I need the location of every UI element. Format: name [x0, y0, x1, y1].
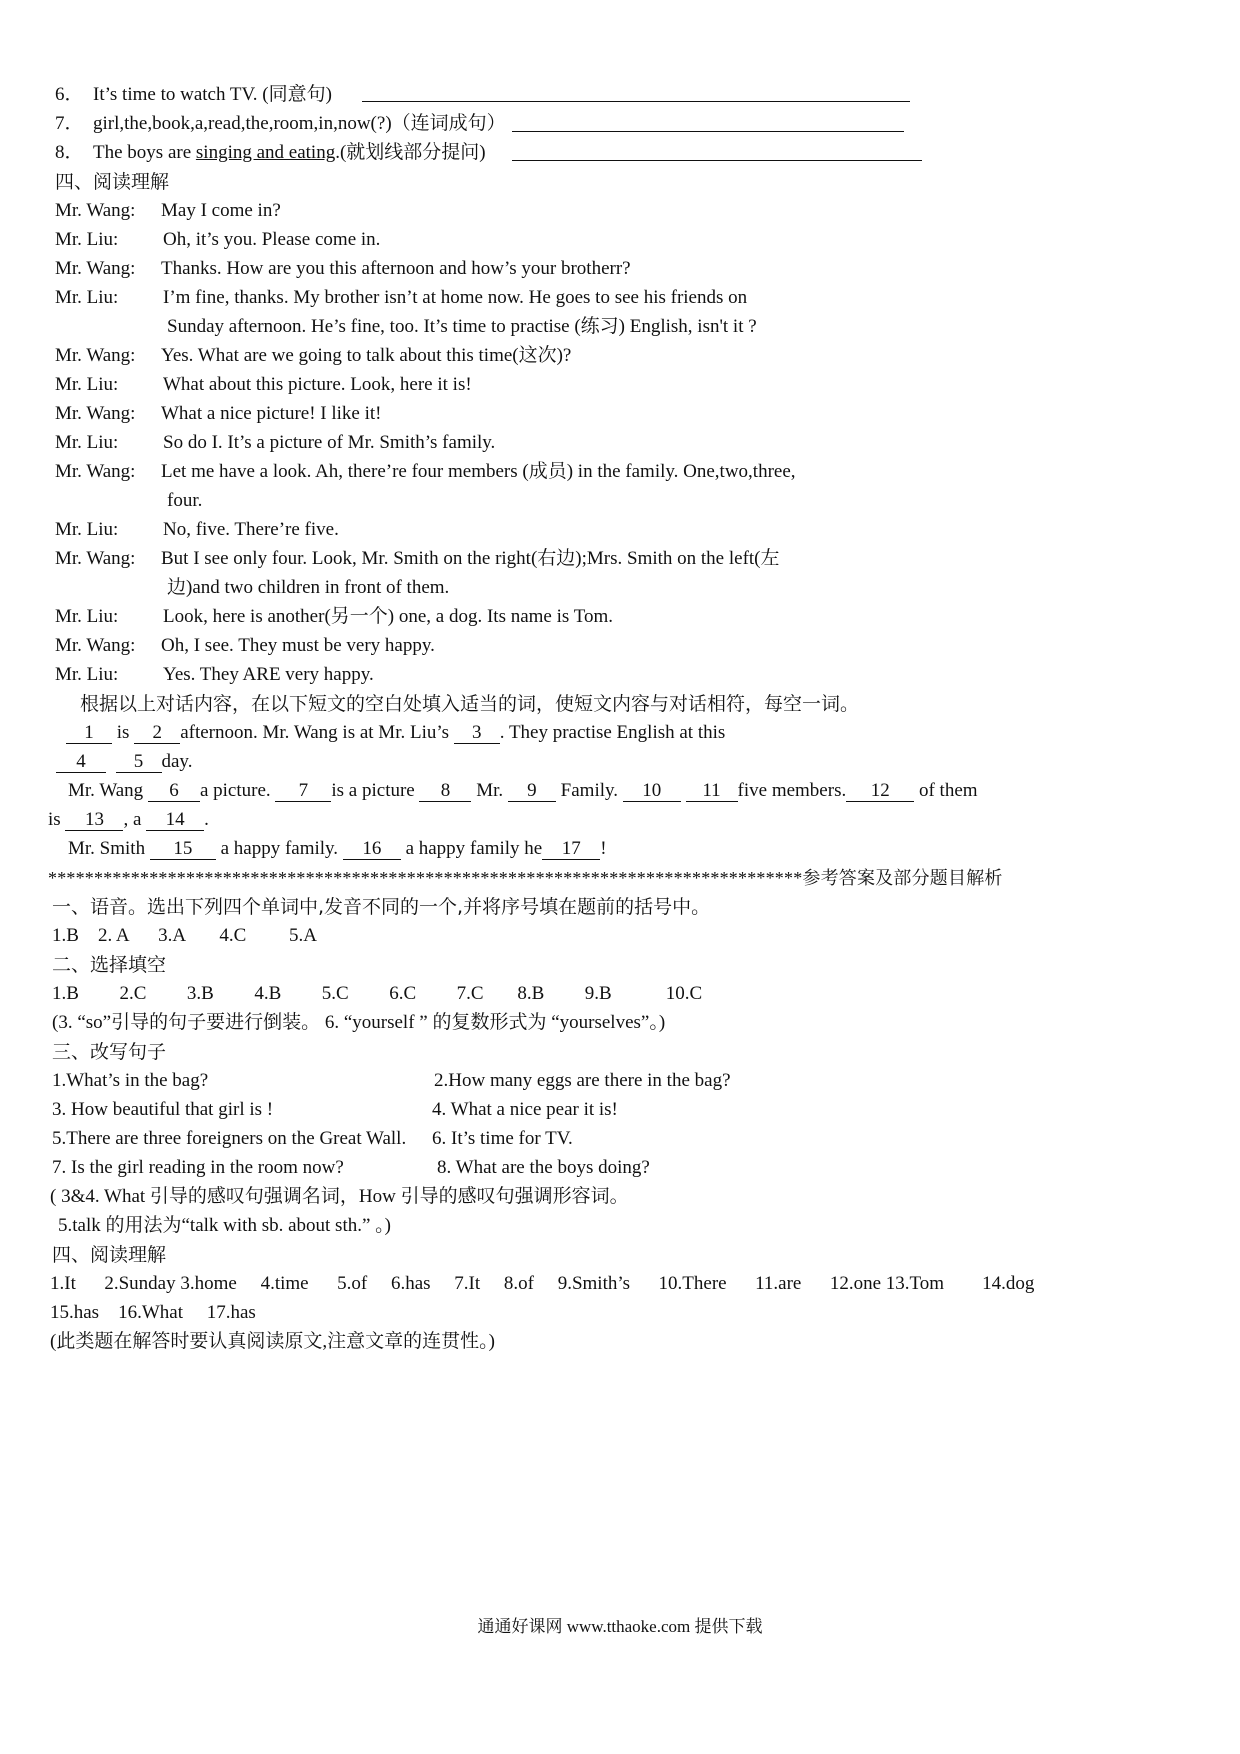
cloze-blank[interactable]: 11 [686, 781, 738, 802]
cloze-blank[interactable]: 3 [454, 723, 500, 744]
answer-item: 1.What’s in the bag? [52, 1070, 209, 1091]
speaker: Mr. Wang: [55, 403, 136, 424]
answer-item: 5.A [289, 925, 318, 946]
speaker: Mr. Liu: [55, 287, 119, 308]
answer-note: (3. “so”引导的句子要进行倒装。 6. “yourself ” 的复数形式为 “yourselves”。) [52, 1012, 666, 1033]
utterance: Oh, I see. They must be very happy. [161, 635, 435, 656]
section-heading-reading: 四、阅读理解 [55, 171, 170, 193]
cloze-blank[interactable]: 4 [56, 752, 106, 773]
answer-note: (此类题在解答时要认真阅读原文,注意文章的连贯性。) [50, 1331, 495, 1352]
item-text: girl,the,book,a,read,the,room,in,now(?)（连词成句） [93, 113, 506, 134]
item-number: 8． [55, 142, 84, 163]
answer-note: ( 3&4. What 引导的感叹句强调名词，How 引导的感叹句强调形容词。 [50, 1186, 629, 1207]
utterance: Let me have a look. Ah, there’re four members (成员) in the family. One,two,three, [161, 461, 796, 482]
utterance-continuation: 边)and two children in front of them. [167, 577, 450, 598]
speaker: Mr. Liu: [55, 374, 119, 395]
cloze-blank[interactable]: 12 [846, 781, 914, 802]
item-text-pre: The boys are [93, 142, 196, 163]
utterance: May I come in? [161, 200, 281, 221]
utterance: I’m fine, thanks. My brother isn’t at home now. He goes to see his friends on [163, 287, 748, 308]
answer-item: 3.B [186, 983, 214, 1004]
answer-item: 11.are [755, 1273, 802, 1294]
cloze-blank[interactable]: 17 [542, 839, 600, 860]
speaker: Mr. Wang: [55, 258, 136, 279]
cloze-text: day. [161, 751, 193, 772]
cloze-text: , a [123, 809, 142, 830]
utterance: Yes. What are we going to talk about this time(这次)? [161, 345, 572, 366]
item-number: 7． [55, 113, 84, 134]
answer-section-title: 四、阅读理解 [52, 1244, 167, 1266]
cloze-blank[interactable]: 7 [275, 781, 331, 802]
answer-item: 5.C [321, 983, 349, 1004]
answer-item: 6. It’s time for TV. [432, 1128, 573, 1149]
cloze-blank[interactable]: 2 [134, 723, 180, 744]
answer-item: 8. What are the boys doing? [437, 1157, 650, 1178]
utterance: Look, here is another(另一个) one, a dog. Its name is Tom. [163, 606, 613, 627]
answer-item: 12.one [829, 1273, 882, 1294]
answer-item: 6.C [389, 983, 417, 1004]
answer-item: 13.Tom [885, 1273, 945, 1294]
cloze-text: afternoon. Mr. Wang is at Mr. Liu’s [180, 722, 450, 743]
cloze-instruction: 根据以上对话内容，在以下短文的空白处填入适当的词，使短文内容与对话相符，每空一词。 [80, 693, 860, 715]
cloze-blank[interactable]: 5 [116, 752, 162, 773]
cloze-text: is a picture [331, 780, 415, 801]
utterance-continuation: four. [167, 490, 203, 511]
speaker: Mr. Wang: [55, 635, 136, 656]
cloze-text: . They practise English at this [499, 722, 726, 743]
speaker: Mr. Liu: [55, 432, 119, 453]
answer-line-6[interactable] [362, 101, 910, 102]
answer-item: 3.A [158, 925, 187, 946]
answer-item: 15.has [50, 1302, 100, 1323]
utterance: What about this picture. Look, here it is! [163, 374, 472, 395]
page-footer: 通通好课网 www.tthaoke.com 提供下载 [477, 1617, 763, 1636]
utterance: What a nice picture! I like it! [161, 403, 382, 424]
speaker: Mr. Liu: [55, 664, 119, 685]
answer-line-8[interactable] [512, 160, 922, 161]
answer-item: 16.What [118, 1302, 183, 1323]
answer-item: 4.B [254, 983, 282, 1004]
answer-row [52, 925, 317, 947]
utterance-continuation: Sunday afternoon. He’s fine, too. It’s time to practise (练习) English, isn't it ? [167, 316, 757, 337]
cloze-text: Mr. [476, 780, 504, 801]
answer-item: 5.There are three foreigners on the Great Wall. [52, 1128, 407, 1149]
cloze-text: five members. [737, 780, 847, 801]
answer-note: 5.talk 的用法为“talk with sb. about sth.” 。) [58, 1215, 391, 1236]
answer-item: 3.home [180, 1273, 237, 1294]
answer-section-title: 二、选择填空 [52, 954, 167, 976]
cloze-text: . [204, 809, 209, 830]
answer-row [52, 983, 702, 1005]
answer-item: 4. What a nice pear it is! [432, 1099, 618, 1120]
speaker: Mr. Liu: [55, 229, 119, 250]
utterance: Yes. They ARE very happy. [163, 664, 374, 685]
answer-item: 9.B [584, 983, 612, 1004]
answer-item: 4.time [260, 1273, 309, 1294]
answer-item: 10.There [658, 1273, 727, 1294]
answer-item: 3. How beautiful that girl is ! [52, 1099, 274, 1120]
utterance: But I see only four. Look, Mr. Smith on the right(右边);Mrs. Smith on the left(左 [161, 548, 780, 569]
rewrite-item-7 [55, 113, 506, 135]
speaker: Mr. Wang: [55, 548, 136, 569]
cloze-blank[interactable]: 9 [508, 781, 556, 802]
speaker: Mr. Liu: [55, 606, 119, 627]
cloze-blank[interactable]: 16 [343, 839, 401, 860]
answer-row [50, 1273, 1034, 1295]
answer-item: 7.It [454, 1273, 481, 1294]
answer-item: 6.has [390, 1273, 431, 1294]
answer-item: 1.It [50, 1273, 76, 1294]
cloze-blank[interactable]: 1 [66, 723, 112, 744]
answer-item: 14.dog [982, 1273, 1035, 1294]
cloze-text: Mr. Wang [68, 780, 144, 801]
answer-item: 8.B [517, 983, 545, 1004]
cloze-text: a happy family he [405, 838, 543, 859]
answer-line-7[interactable] [512, 131, 904, 132]
answer-key-divider: **********************************************************************************参考答案及部分题目解析 [48, 868, 1003, 888]
cloze-blank[interactable]: 10 [623, 781, 681, 802]
answer-item: 1.B [52, 925, 79, 946]
utterance: No, five. There’re five. [163, 519, 339, 540]
answer-item: 8.of [503, 1273, 534, 1294]
cloze-blank[interactable]: 14 [146, 810, 204, 831]
answer-item: 10.C [665, 983, 703, 1004]
answer-section-title: 一、语音。选出下列四个单词中,发音不同的一个,并将序号填在题前的括号中。 [52, 896, 711, 918]
answer-section-title: 三、改写句子 [52, 1041, 167, 1063]
utterance: Thanks. How are you this afternoon and how’s your brotherr? [161, 258, 631, 279]
answer-item: 2. A [97, 925, 130, 946]
cloze-text: a happy family. [220, 838, 339, 859]
utterance: Oh, it’s you. Please come in. [163, 229, 381, 250]
answer-item: 5.of [337, 1273, 368, 1294]
cloze-text: Family. [560, 780, 619, 801]
cloze-text: of them [918, 780, 978, 801]
item-text: It’s time to watch TV. (同意句) [93, 84, 332, 105]
speaker: Mr. Liu: [55, 519, 119, 540]
answer-item: 2.Sunday [104, 1273, 176, 1294]
answer-item: 9.Smith’s [557, 1273, 631, 1294]
rewrite-item-6 [55, 84, 332, 106]
cloze-text: Mr. Smith [68, 838, 146, 859]
item-text-post: .(就划线部分提问) [335, 142, 486, 163]
answer-item: 2.How many eggs are there in the bag? [434, 1070, 731, 1091]
cloze-text: a picture. [199, 780, 271, 801]
cloze-blank[interactable]: 8 [419, 781, 471, 802]
cloze-text: is [116, 722, 130, 743]
underlined-phrase: singing and eating [195, 142, 336, 163]
item-number: 6． [55, 84, 84, 105]
answer-row [50, 1302, 256, 1324]
speaker: Mr. Wang: [55, 345, 136, 366]
answer-item: 7. Is the girl reading in the room now? [52, 1157, 344, 1178]
cloze-blank[interactable]: 6 [148, 781, 200, 802]
cloze-blank[interactable]: 13 [65, 810, 123, 831]
cloze-text: ! [600, 838, 607, 859]
speaker: Mr. Wang: [55, 461, 136, 482]
rewrite-item-8 [55, 142, 486, 164]
utterance: So do I. It’s a picture of Mr. Smith’s family. [163, 432, 496, 453]
answer-item: 1.B [52, 983, 79, 1004]
answer-item: 17.has [206, 1302, 256, 1323]
cloze-blank[interactable]: 15 [150, 839, 216, 860]
answer-item: 2.C [119, 983, 147, 1004]
answer-item: 7.C [456, 983, 484, 1004]
speaker: Mr. Wang: [55, 200, 136, 221]
answer-item: 4.C [219, 925, 247, 946]
cloze-text: is [48, 809, 61, 830]
